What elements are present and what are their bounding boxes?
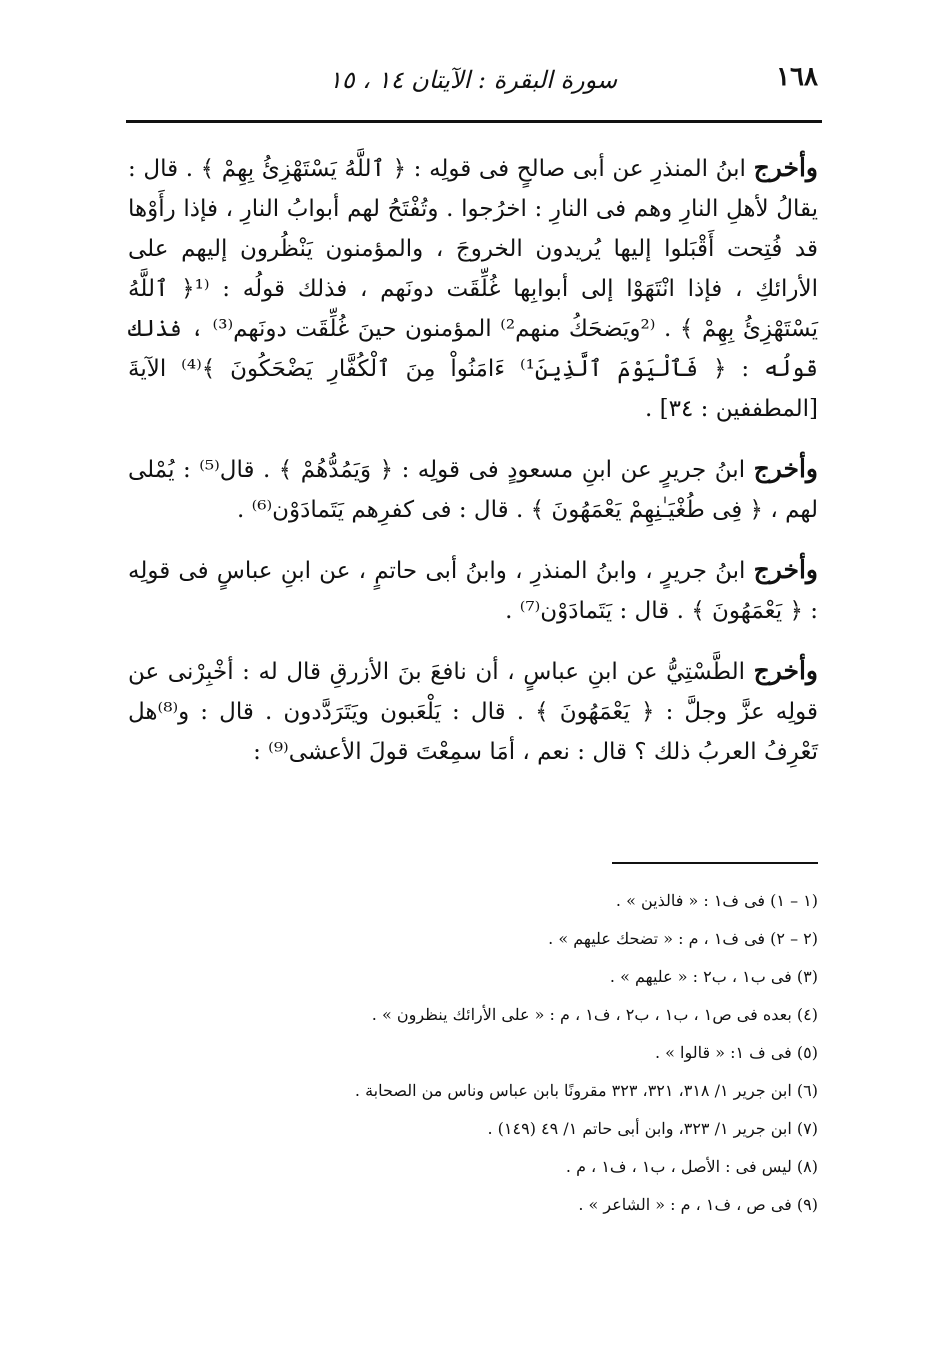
- paragraph-text: ابنُ المنذرِ عن أبى صالحٍ فى قولِه : ﴿ ٱللَّهُ يَسْتَهْزِئُ بِهِمْ ﴾ . قال : يقالُ لأهلِ النارِ وهم فى النارِ : اخرُجوا . وتُفْتَحُ لهم أبوابُ النارِ ، فإذا رأَوْها قد فُتِحت أَقْبَلوا إليها يُريدون الخروجَ ، والمؤمنون يَنْظُرون إليهم على الأرائكِ ، فإذا انْتَهَوْا إلى أبوابِها غُلِّقَت دونَهم ، فذلك قولُه : ⁽¹﴿ ٱللَّهُ يَسْتَهْزِئُ بِهِمْ ﴾ . ⁽²ويَضحَكُ منهم²⁾ المؤمنون حينَ غُلِّقَت دونَهم⁽³⁾ ، فذلك قولُه : ﴿ فَٱلْيَوْمَ ٱلَّذِينَ¹⁾ ءَامَنُواْ مِنَ ٱلْكُفَّارِ يَضْحَكُونَ ﴾⁽⁴⁾ الآيةَ [المطففين : ٣٤] .: [128, 156, 819, 422]
- footnote: (٨) ليس فى : الأصل ، ب١ ، ف١ ، م .: [565, 1157, 818, 1176]
- paragraph-lead: وأخرج: [753, 454, 818, 483]
- footnote: (٣) فى ب١ ، ب٢ : « عليهم » .: [609, 967, 818, 986]
- paragraph-lead: وأخرج: [753, 555, 818, 584]
- footnote: (٤) بعده فى ص١ ، ب١ ، ب٢ ، ف١ ، م : « على الأرائك ينظرون » .: [371, 1005, 818, 1024]
- paragraph-lead: وأخرج: [753, 153, 818, 182]
- main-text: [128, 148, 818, 792]
- footnote: (٩) فى ص ، ف١ ، م : « الشاعر » .: [578, 1195, 818, 1214]
- paragraph-text: الطَّسْتِيُّ عن ابنِ عباسٍ ، أن نافعَ بنَ الأزرقِ قال له : أخْبِرْنى عن قولِه عزَّ وجلَّ : ﴿ يَعْمَهُونَ ﴾ . قال : يَلْعَبون ويَتَرَدَّدون . قال : و⁽⁸⁾هل تَعْرِفُ العربُ ذلك ؟ قال : نعم ، أمَا سمِعْتَ قولَ الأعشى⁽⁹⁾ :: [128, 659, 818, 765]
- footnote: (٦) ابن جرير ١/ ٣١٨، ٣٢١، ٣٢٣ مقرونًا بابن عباس وناس من الصحابة .: [354, 1081, 818, 1100]
- running-title: سورة البقرة : الآيتان ١٤ ، ١٥: [328, 66, 618, 94]
- header-rule: [126, 120, 822, 123]
- page-header: [128, 62, 818, 102]
- paragraph-lead: وأخرج: [753, 656, 818, 685]
- footnotes: [128, 882, 818, 1224]
- footnote: (١ – ١) فى ف١ : « فالذين » .: [615, 891, 818, 910]
- paragraph-3: [128, 550, 818, 631]
- footnote: (٧) ابن جرير ١/ ٣٢٣، وابن أبى حاتم ١/ ٤٩ (١٤٩) .: [487, 1119, 818, 1138]
- paragraph-text: ابنُ جريرٍ ، وابنُ المنذرِ ، وابنُ أبى حاتمٍ ، عن ابنِ عباسٍ فى قولِه : ﴿ يَعْمَهُونَ ﴾ . قال : يَتَمادَوْن⁽⁷⁾ .: [128, 558, 818, 624]
- paragraph-1: [128, 148, 818, 429]
- paragraph-2: [128, 449, 818, 530]
- page-number: ١٦٨: [776, 62, 818, 92]
- footnote: (٥) فى ف ١: « قالوا » .: [654, 1043, 818, 1062]
- footnote: (٢ – ٢) فى ف١ ، م : « تضحك عليهم » .: [548, 929, 818, 948]
- paragraph-4: [128, 651, 818, 772]
- footnote-rule: [612, 862, 818, 864]
- paragraph-text: ابنُ جريرٍ عن ابنِ مسعودٍ فى قولِه : ﴿ وَيَمُدُّهُمْ ﴾ . قال⁽⁵⁾ : يُمْلى لهم ، ﴿ فِى طُغْيَـٰنِهِمْ يَعْمَهُونَ ﴾ . قال : فى كفرِهم يَتَمادَوْن⁽⁶⁾ .: [128, 457, 818, 523]
